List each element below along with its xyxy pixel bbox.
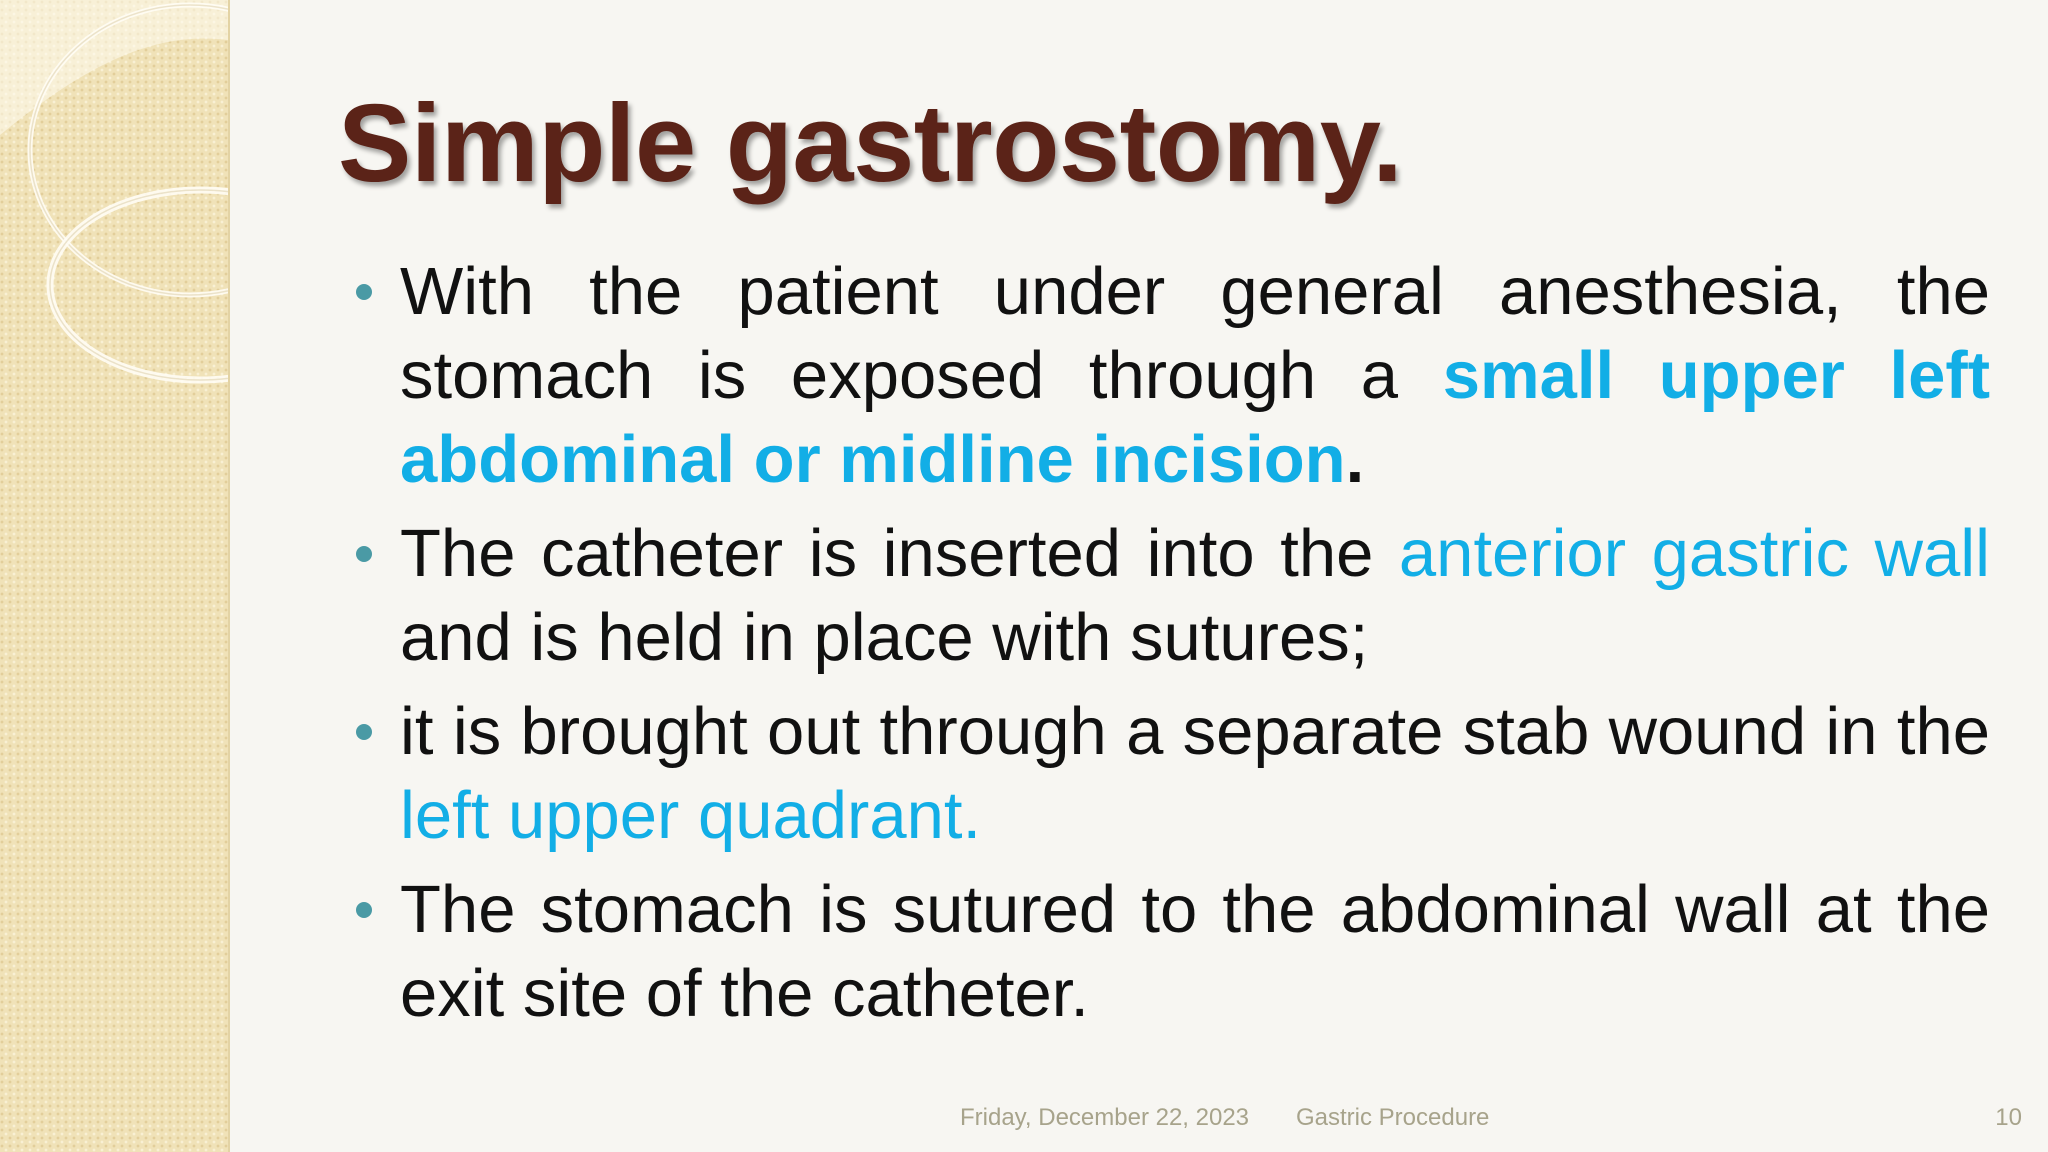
bullet-text: The catheter is inserted into the	[400, 516, 1399, 591]
bullet-text: With the patient under general anesthesia, the stomach is exposed through a	[400, 254, 1990, 413]
footer-date: Friday, December 22, 2023	[960, 1104, 1250, 1131]
bullet-text: The stomach is sutured to the abdominal wall at the exit site of the catheter.	[400, 872, 1990, 1031]
highlighted-text: small upper left abdominal or midline incision	[400, 338, 1991, 497]
bullet-list	[400, 250, 1990, 1046]
highlighted-text: anterior gastric wall	[1398, 516, 1991, 591]
decorative-side-panel	[0, 0, 230, 1152]
footer-label: Gastric Procedure	[1296, 1104, 1490, 1131]
decorative-rings-graphic	[0, 0, 228, 420]
bullet-dot-icon	[356, 284, 372, 300]
highlighted-text: left upper quadrant.	[400, 778, 982, 853]
page-number: 10	[1995, 1104, 2022, 1131]
bullet-item	[400, 250, 1990, 502]
bullet-dot-icon	[356, 902, 372, 918]
bullet-item	[400, 868, 1990, 1036]
bullet-dot-icon	[356, 724, 372, 740]
bullet-text: it is brought out through a separate stab wound in the	[400, 694, 1990, 769]
bullet-text: .	[1345, 422, 1365, 497]
slide-title: Simple gastrostomy.	[338, 82, 1403, 205]
bullet-dot-icon	[356, 546, 372, 562]
bullet-item	[400, 512, 1990, 680]
bullet-text: and is held in place with sutures;	[400, 600, 1369, 675]
bullet-item	[400, 690, 1990, 858]
